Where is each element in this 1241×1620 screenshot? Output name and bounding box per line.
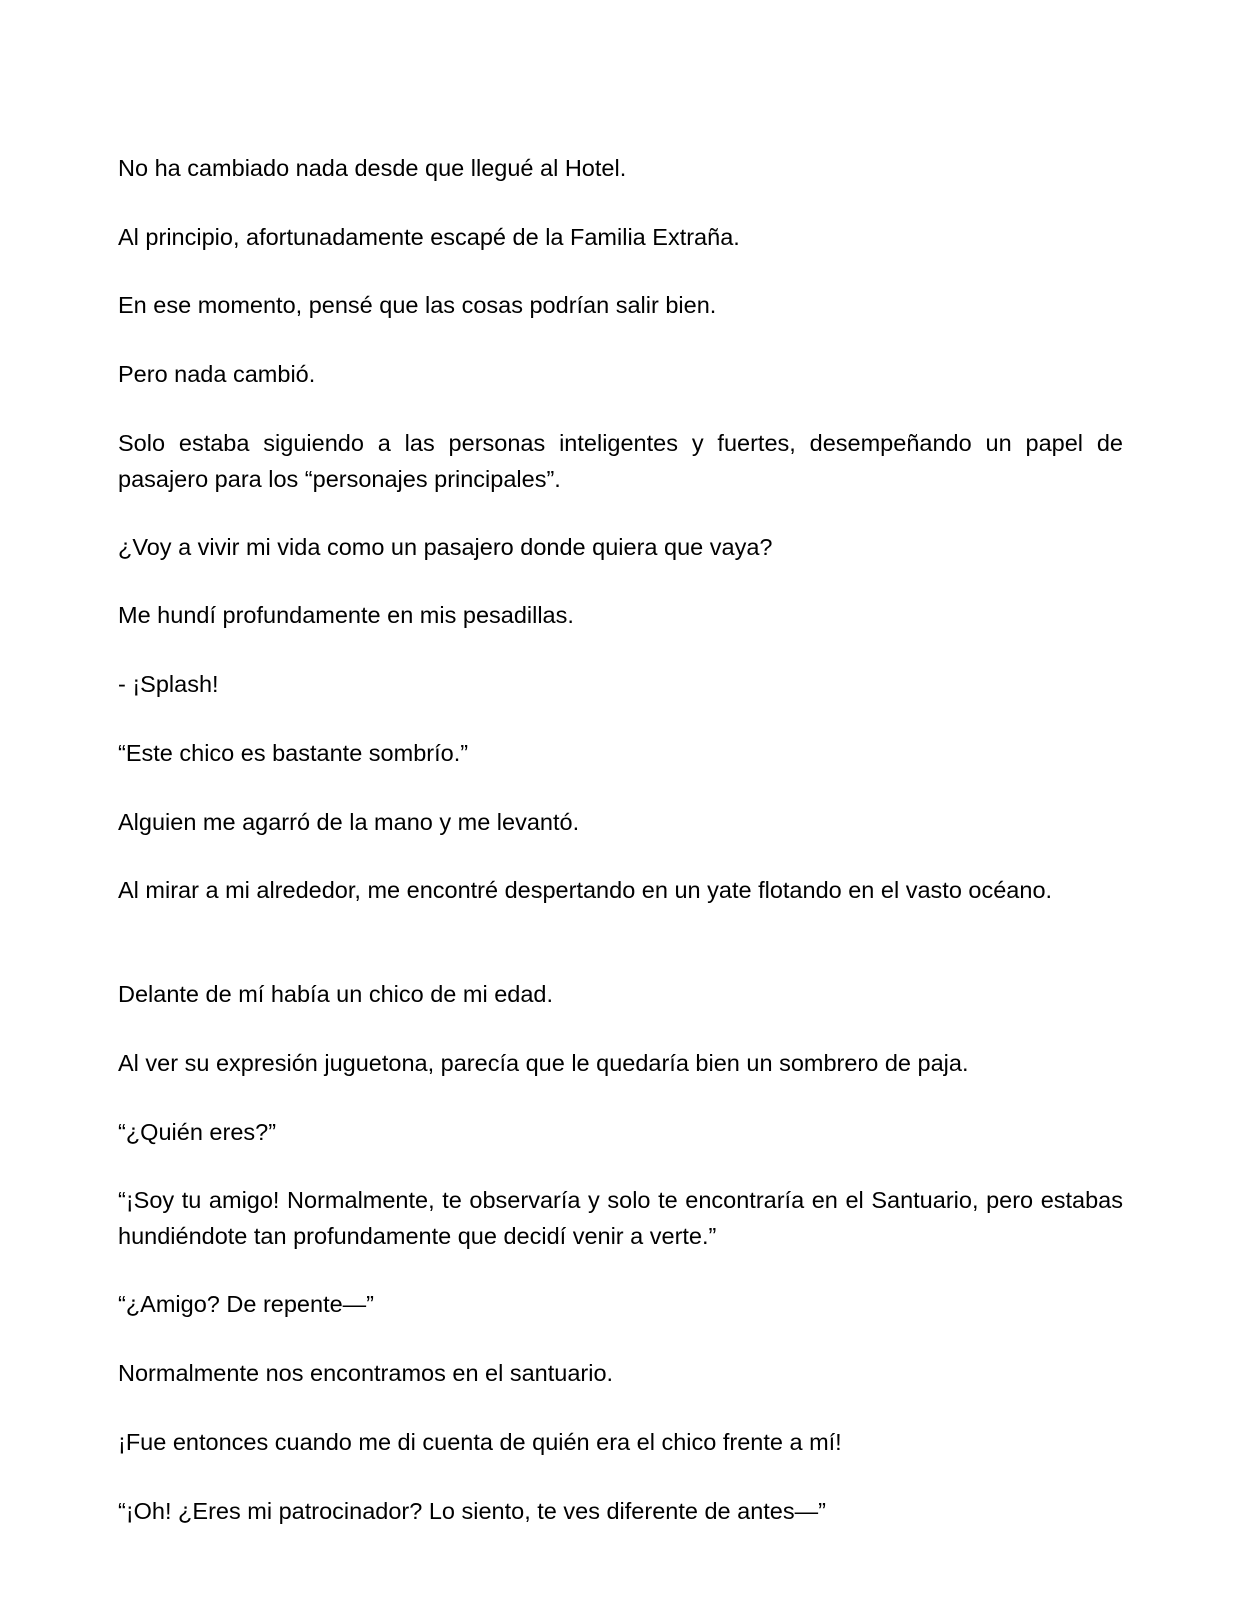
paragraph-19: “¡Oh! ¿Eres mi patrocinador? Lo siento, te ves diferente de antes—” <box>118 1498 826 1524</box>
paragraph-12: Delante de mí había un chico de mi edad. <box>118 981 554 1007</box>
paragraph-16: “¿Amigo? De repente—” <box>118 1291 374 1317</box>
paragraph-8: - ¡Splash! <box>118 671 219 697</box>
paragraph-9: “Este chico es bastante sombrío.” <box>118 740 469 766</box>
paragraph-17: Normalmente nos encontramos en el santuario. <box>118 1360 614 1386</box>
paragraph-13: Al ver su expresión juguetona, parecía que le quedaría bien un sombrero de paja. <box>118 1050 969 1076</box>
paragraph-1: No ha cambiado nada desde que llegué al Hotel. <box>118 155 627 181</box>
paragraph-15: “¡Soy tu amigo! Normalmente, te observaría y solo te encontraría en el Santuario, pero estabas hundiéndote tan profundamente que decidí venir a verte.” <box>118 1187 1123 1249</box>
paragraph-4: Pero nada cambió. <box>118 361 316 387</box>
paragraph-7: Me hundí profundamente en mis pesadillas. <box>118 602 574 628</box>
paragraph-3: En ese momento, pensé que las cosas podrían salir bien. <box>118 292 717 318</box>
paragraph-14: “¿Quién eres?” <box>118 1119 277 1145</box>
paragraph-5: Solo estaba siguiendo a las personas inteligentes y fuertes, desempeñando un papel de pasajero para los “personajes principales”. <box>118 430 1123 492</box>
paragraph-11: Al mirar a mi alrededor, me encontré despertando en un yate flotando en el vasto océano. <box>118 877 1053 903</box>
paragraph-2: Al principio, afortunadamente escapé de la Familia Extraña. <box>118 224 740 250</box>
paragraph-10: Alguien me agarró de la mano y me levantó. <box>118 809 580 835</box>
document-page <box>118 0 1123 1620</box>
paragraph-6: ¿Voy a vivir mi vida como un pasajero donde quiera que vaya? <box>118 534 773 560</box>
paragraph-18: ¡Fue entonces cuando me di cuenta de quién era el chico frente a mí! <box>118 1429 842 1455</box>
